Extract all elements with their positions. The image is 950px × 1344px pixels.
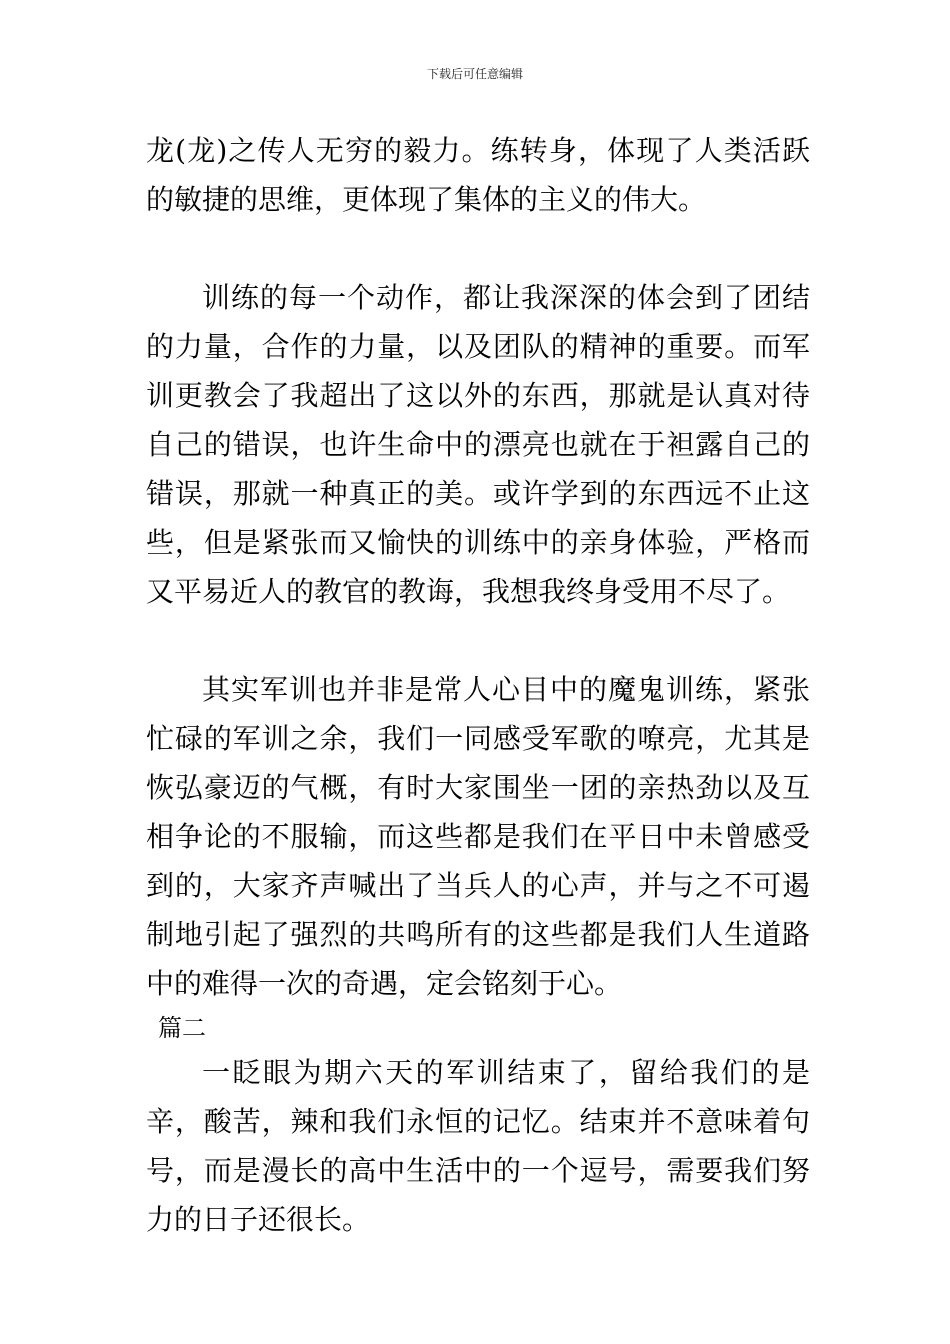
paragraph-military-training: 其实军训也并非是常人心目中的魔鬼训练，紧张忙碌的军训之余，我们一同感受军歌的嘹亮，尤其是恢弘豪迈的气概，有时大家围坐一团的亲热劲以及互相争论的不服输，而这些都是我们在平日中未曾感受到的，大家齐声喊出了当兵人的心声，并与之不可遏制地引起了强烈的共鸣所有的这些都是我们人生道路中的难得一次的奇遇，定会铭刻于心。 (146, 673, 810, 1000)
document-body (146, 126, 810, 1244)
page-header: 下载后可任意编辑 (426, 67, 523, 81)
paragraph-section-two: 一眨眼为期六天的军训结束了，留给我们的是辛，酸苦，辣和我们永恒的记忆。结束并不意味着句号，而是漫长的高中生活中的一个逗号，需要我们努力的日子还很长。 (146, 1056, 810, 1236)
paragraph-continuation: 龙(龙)之传人无穷的毅力。练转身，体现了人类活跃的敏捷的思维，更体现了集体的主义的伟大。 (146, 134, 810, 216)
section-label: 篇二 (158, 1014, 206, 1042)
paragraph-training: 训练的每一个动作，都让我深深的体会到了团结的力量，合作的力量，以及团队的精神的重要。而军训更教会了我超出了这以外的东西，那就是认真对待自己的错误，也许生命中的漂亮也就在于袒露自己的错误，那就一种真正的美。或许学到的东西远不止这些，但是紧张而又愉快的训练中的亲身体验，严格而又平易近人的教官的教诲，我想我终身受用不尽了。 (146, 281, 810, 608)
